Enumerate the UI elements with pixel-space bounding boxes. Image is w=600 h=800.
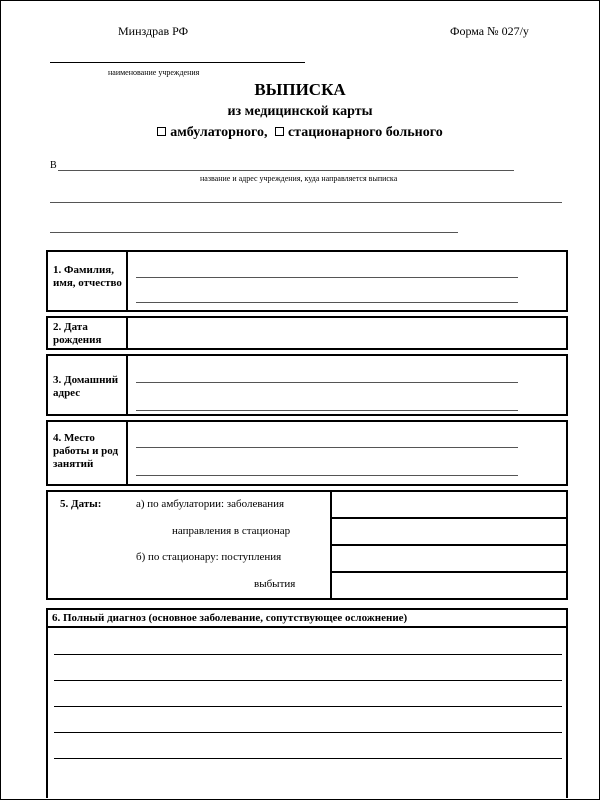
diagnosis-line-1[interactable]	[54, 654, 562, 655]
inpatient-admission-label: б) по стационару: поступления	[136, 551, 282, 563]
document-subtitle: из медицинской карты	[227, 104, 373, 119]
diagnosis-line-2[interactable]	[54, 680, 562, 681]
birth-date-input[interactable]	[130, 320, 562, 346]
referral-date-input[interactable]	[334, 521, 564, 542]
address-field-label: 3. Домашний адрес	[53, 374, 119, 399]
birth-date-label: 2. Дата рождения	[53, 321, 102, 346]
name-input-line-2[interactable]	[136, 302, 518, 303]
dates-row-divider-3	[332, 571, 566, 573]
document-title: ВЫПИСКА	[254, 80, 346, 99]
outpatient-checkbox[interactable]	[157, 127, 166, 136]
diagnosis-line-4[interactable]	[54, 732, 562, 733]
destination-line[interactable]	[58, 170, 514, 171]
diagnosis-line-5[interactable]	[54, 758, 562, 759]
dates-label: 5. Даты:	[60, 498, 102, 510]
work-field-label: 4. Место работы и род занятий	[53, 432, 119, 470]
diagnosis-line-3[interactable]	[54, 706, 562, 707]
inpatient-checkbox[interactable]	[275, 127, 284, 136]
diagnosis-box	[46, 626, 568, 798]
work-input-line-2[interactable]	[136, 475, 518, 476]
discharge-date-input[interactable]	[334, 575, 564, 596]
name-input-line-1[interactable]	[136, 277, 518, 278]
onset-date-input[interactable]	[334, 494, 564, 515]
address-input-line-2[interactable]	[136, 410, 518, 411]
work-input-line-1[interactable]	[136, 447, 518, 448]
institution-caption: наименование учреждения	[108, 68, 200, 77]
outpatient-onset-label: а) по амбулатории: заболевания	[136, 498, 285, 510]
discharge-label: выбытия	[254, 578, 296, 590]
birth-date-divider	[126, 316, 128, 350]
dates-row-divider-1	[332, 517, 566, 519]
diagnosis-label: 6. Полный диагноз (основное заболевание, сопутствующее осложнение)	[52, 612, 408, 624]
address-input-line-1[interactable]	[136, 382, 518, 383]
inpatient-option-label: стационарного больного	[287, 125, 443, 140]
ministry-label: Минздрав РФ	[118, 24, 189, 38]
destination-caption: название и адрес учреждения, куда направляется выписка	[200, 174, 398, 183]
hospital-referral-label: направления в стационар	[172, 525, 291, 537]
name-field-label: 1. Фамилия, имя, отчество	[53, 264, 122, 289]
outpatient-option-label: амбулаторного,	[170, 125, 268, 140]
dates-row-divider-2	[332, 544, 566, 546]
destination-line-3[interactable]	[50, 232, 458, 233]
institution-name-line[interactable]	[50, 62, 305, 63]
admission-date-input[interactable]	[334, 548, 564, 569]
card-type-options	[0, 125, 600, 141]
destination-prefix: В	[50, 160, 57, 171]
address-field-divider	[126, 354, 128, 416]
form-number: Форма № 027/у	[450, 24, 529, 38]
destination-line-2[interactable]	[50, 202, 562, 203]
